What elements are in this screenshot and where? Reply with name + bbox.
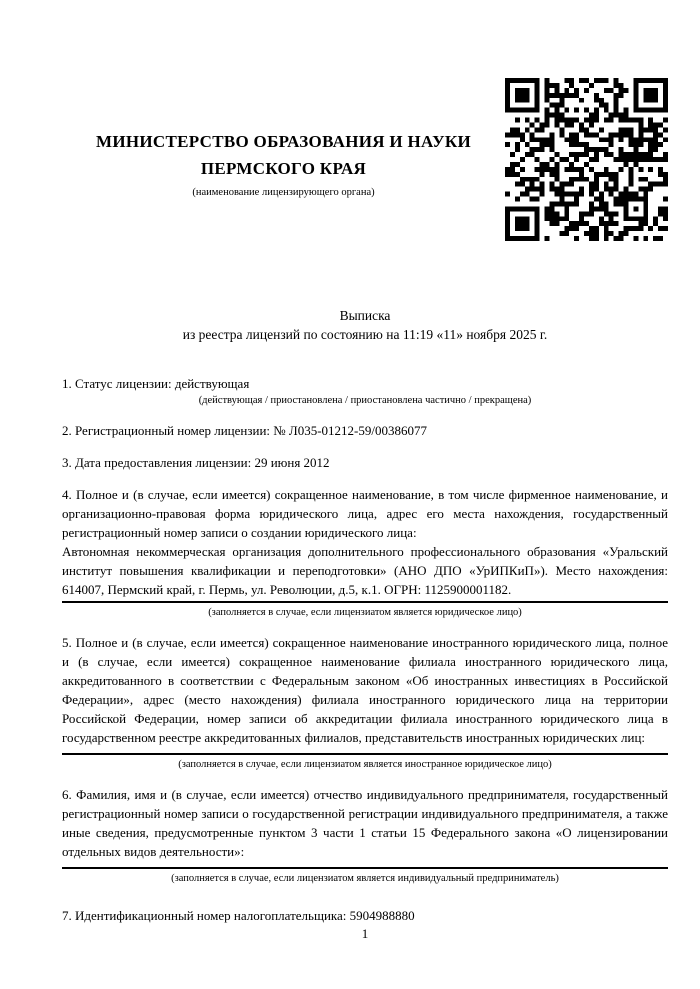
document-title-line2: из реестра лицензий по состоянию на 11:19 «11» ноября 2025 г. (182, 327, 548, 342)
item-4-legal-entity-question: 4. Полное и (в случае, если имеется) сокращенное наименование, в том числе фирменное наименование, и организационно-правовая форма юридического лица, адрес его места нахождения, государственный регистрационный номер записи о создании юридического лица: (62, 487, 668, 540)
item-4-caption: (заполняется в случае, если лицензиатом является юридическое лицо) (208, 607, 522, 618)
item-4-legal-entity-value: Автономная некоммерческая организация дополнительного профессионального образования «Уральский институт повышения квалификации и переподготовки» (АНО ДПО «УрИПКиП»). Место нахождения: 614007, Пермский край, г. Пермь, ул. Революции, д.5, к.1. ОГРН: 1125900001182. (62, 544, 668, 597)
document-header (62, 78, 668, 241)
item-6-caption: (заполняется в случае, если лицензиатом является индивидуальный предприниматель) (171, 873, 559, 884)
item-7-taxpayer-number: 7. Идентификационный номер налогоплательщика: 5904988880 (62, 908, 415, 923)
item-5-caption: (заполняется в случае, если лицензиатом является иностранное юридическое лицо) (178, 759, 552, 770)
item-1-caption: (действующая / приостановлена / приостановлена частично / прекращена) (198, 395, 532, 406)
item-5-fill-line (62, 753, 668, 755)
item-3-grant-date: 3. Дата предоставления лицензии: 29 июня 2012 (62, 455, 330, 470)
document-title (62, 306, 668, 344)
item-4-fill-line (62, 601, 668, 603)
item-5-foreign-entity-question: 5. Полное и (в случае, если имеется) сокращенное наименование иностранного юридического лица, полное и (в случае, если имеется) сокращенное наименование филиала иностранного юридического лица, аккредитованного в соответствии с Федеральным законом «Об иностранных инвестициях в Российской Федерации», адрес (место нахождения) филиала иностранного юридического лица на территории Российской Федерации, номер записи об аккредитации филиала иностранного юридического лица в государственном реестре аккредитованных филиалов, представительств иностранных юридических лиц: (62, 635, 668, 745)
ministry-name-line2: ПЕРМСКОГО КРАЯ (200, 159, 367, 178)
item-2-registration-number: 2. Регистрационный номер лицензии: № Л035-01212-59/00386077 (62, 423, 428, 438)
document-title-line1: Выписка (339, 308, 391, 323)
document-content (62, 0, 668, 925)
page-number: 1 (361, 926, 369, 941)
ministry-name-caption: (наименование лицензирующего органа) (192, 187, 375, 198)
item-1-license-status: 1. Статус лицензии: действующая (62, 376, 250, 391)
licensing-authority (62, 78, 505, 200)
ministry-name-line1: МИНИСТЕРСТВО ОБРАЗОВАНИЯ И НАУКИ (95, 132, 472, 151)
qr-code-icon (505, 78, 668, 241)
item-6-entrepreneur-question: 6. Фамилия, имя и (в случае, если имеется) отчество индивидуального предпринимателя, государственный регистрационный номер записи о государственной регистрации индивидуального предпринимателя, а также иные сведения, предусмотренные пунктом 3 части 1 статьи 15 Федерального закона «О лицензировании отдельных видов деятельности»: (62, 787, 668, 859)
item-6-fill-line (62, 867, 668, 869)
